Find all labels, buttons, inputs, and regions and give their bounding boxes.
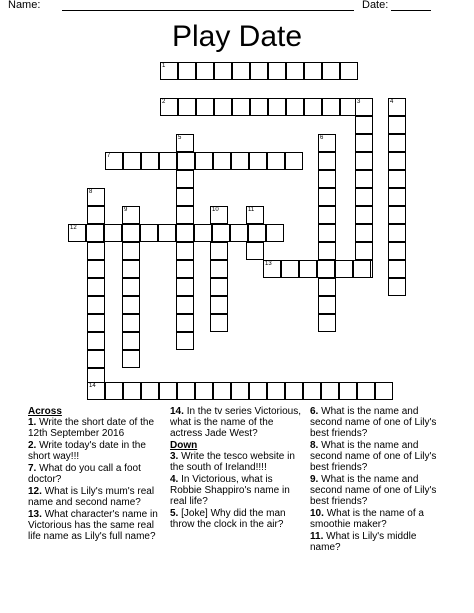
grid-cell[interactable] bbox=[355, 242, 373, 260]
grid-cell[interactable] bbox=[196, 98, 214, 116]
grid-cell[interactable] bbox=[318, 188, 336, 206]
clue-number: 13 bbox=[265, 261, 272, 267]
grid-cell[interactable] bbox=[210, 242, 228, 260]
grid-cell[interactable] bbox=[176, 224, 194, 242]
grid-cell[interactable] bbox=[141, 382, 159, 400]
grid-cell[interactable] bbox=[177, 152, 195, 170]
grid-cell[interactable] bbox=[210, 314, 228, 332]
grid-cell[interactable] bbox=[357, 382, 375, 400]
grid-cell[interactable] bbox=[355, 188, 373, 206]
grid-cell[interactable] bbox=[355, 206, 373, 224]
grid-cell[interactable] bbox=[213, 382, 231, 400]
grid-cell[interactable] bbox=[194, 224, 212, 242]
grid-cell[interactable] bbox=[87, 188, 105, 206]
clue-number: 1 bbox=[162, 63, 166, 69]
grid-cell[interactable] bbox=[355, 134, 373, 152]
grid-cell[interactable] bbox=[231, 152, 249, 170]
grid-cell[interactable] bbox=[123, 382, 141, 400]
grid-cell[interactable] bbox=[268, 98, 286, 116]
grid-cell[interactable] bbox=[212, 224, 230, 242]
clue-number: 4 bbox=[390, 99, 394, 105]
grid-cell[interactable] bbox=[87, 382, 105, 400]
grid-cell[interactable] bbox=[388, 260, 406, 278]
clue-number: 11 bbox=[248, 207, 255, 213]
grid-cell[interactable] bbox=[318, 296, 336, 314]
clue-number: 6 bbox=[320, 135, 324, 141]
clue-number: 2 bbox=[162, 99, 166, 105]
grid-cell[interactable] bbox=[388, 206, 406, 224]
grid-cell[interactable] bbox=[318, 314, 336, 332]
clue-across-1: 1. Write the short date of the 12th September 2016 bbox=[28, 417, 155, 439]
clue-down-3: 3. Write the tesco website in the south of Ireland!!!! bbox=[170, 451, 295, 473]
grid-cell[interactable] bbox=[160, 62, 178, 80]
grid-cell[interactable] bbox=[285, 382, 303, 400]
grid-cell[interactable] bbox=[87, 278, 105, 296]
grid-cell[interactable] bbox=[176, 260, 194, 278]
clues-column-1 bbox=[28, 406, 164, 543]
clue-down-8: 8. What is the name and second name of one of Lily's best friends? bbox=[310, 440, 437, 473]
clue-number: 14 bbox=[89, 383, 96, 389]
grid-cell[interactable] bbox=[176, 206, 194, 224]
grid-cell[interactable] bbox=[268, 62, 286, 80]
grid-cell[interactable] bbox=[388, 170, 406, 188]
grid-cell[interactable] bbox=[318, 278, 336, 296]
grid-cell[interactable] bbox=[122, 296, 140, 314]
clue-across-7: 7. What do you call a foot doctor? bbox=[28, 463, 141, 485]
grid-cell[interactable] bbox=[266, 224, 284, 242]
grid-cell[interactable] bbox=[122, 332, 140, 350]
grid-cell[interactable] bbox=[195, 382, 213, 400]
down-heading: Down bbox=[170, 440, 198, 451]
grid-cell[interactable] bbox=[375, 382, 393, 400]
grid-cell[interactable] bbox=[176, 278, 194, 296]
grid-cell[interactable] bbox=[267, 382, 285, 400]
grid-cell[interactable] bbox=[214, 62, 232, 80]
clue-number: 3 bbox=[357, 99, 361, 105]
grid-cell[interactable] bbox=[388, 98, 406, 116]
grid-cell[interactable] bbox=[263, 260, 281, 278]
grid-cell[interactable] bbox=[176, 134, 194, 152]
grid-cell[interactable] bbox=[214, 98, 232, 116]
clue-down-6: 6. What is the name and second name of one of Lily's best friends? bbox=[310, 406, 437, 439]
grid-cell[interactable] bbox=[123, 152, 141, 170]
grid-cell[interactable] bbox=[122, 242, 140, 260]
clue-number: 8 bbox=[89, 189, 93, 195]
grid-cell[interactable] bbox=[158, 224, 176, 242]
clue-number: 9 bbox=[124, 207, 128, 213]
grid-cell[interactable] bbox=[249, 382, 267, 400]
grid-cell[interactable] bbox=[104, 224, 122, 242]
grid-cell[interactable] bbox=[246, 206, 264, 224]
grid-cell[interactable] bbox=[159, 382, 177, 400]
grid-cell[interactable] bbox=[322, 62, 340, 80]
grid-cell[interactable] bbox=[122, 314, 140, 332]
grid-cell[interactable] bbox=[250, 98, 268, 116]
clue-across-13: 13. What character's name in Victorious has the same real life name as Lily's full name? bbox=[28, 509, 158, 542]
grid-cell[interactable] bbox=[68, 224, 86, 242]
clue-down-10: 10. What is the name of a smoothie maker? bbox=[310, 508, 424, 530]
grid-cell[interactable] bbox=[122, 278, 140, 296]
clue-down-4: 4. In Victorious, what is Robbie Shappiro's name in real life? bbox=[170, 474, 290, 507]
grid-cell[interactable] bbox=[231, 382, 249, 400]
grid-cell[interactable] bbox=[196, 62, 214, 80]
clue-down-5: 5. [Joke] Why did the man throw the clock in the air? bbox=[170, 508, 286, 530]
grid-cell[interactable] bbox=[87, 350, 105, 368]
grid-cell[interactable] bbox=[86, 224, 104, 242]
clue-down-11: 11. What is Lily's middle name? bbox=[310, 531, 417, 553]
grid-cell[interactable] bbox=[105, 382, 123, 400]
across-heading: Across bbox=[28, 406, 62, 417]
grid-cell[interactable] bbox=[210, 296, 228, 314]
grid-cell[interactable] bbox=[355, 224, 373, 242]
grid-cell[interactable] bbox=[210, 260, 228, 278]
clue-number: 10 bbox=[212, 207, 219, 213]
grid-cell[interactable] bbox=[318, 152, 336, 170]
grid-cell[interactable] bbox=[141, 152, 159, 170]
grid-cell[interactable] bbox=[286, 62, 304, 80]
grid-cell[interactable] bbox=[322, 98, 340, 116]
grid-cell[interactable] bbox=[232, 98, 250, 116]
grid-cell[interactable] bbox=[195, 152, 213, 170]
date-label: Date: bbox=[362, 0, 389, 11]
grid-cell[interactable] bbox=[177, 382, 195, 400]
grid-cell[interactable] bbox=[355, 152, 373, 170]
clues-area bbox=[28, 406, 446, 606]
grid-cell[interactable] bbox=[122, 224, 140, 242]
grid-cell[interactable] bbox=[246, 242, 264, 260]
grid-cell[interactable] bbox=[87, 296, 105, 314]
grid-cell[interactable] bbox=[176, 188, 194, 206]
clue-across-2: 2. Write today's date in the short way!!! bbox=[28, 440, 146, 462]
name-label: Name: bbox=[8, 0, 41, 11]
grid-cell[interactable] bbox=[321, 382, 339, 400]
grid-cell[interactable] bbox=[122, 260, 140, 278]
grid-cell[interactable] bbox=[213, 152, 231, 170]
grid-cell[interactable] bbox=[250, 62, 268, 80]
grid-cell[interactable] bbox=[248, 224, 266, 242]
grid-cell[interactable] bbox=[303, 382, 321, 400]
clues-column-3 bbox=[310, 406, 446, 554]
grid-cell[interactable] bbox=[340, 62, 358, 80]
grid-cell[interactable] bbox=[87, 314, 105, 332]
grid-cell[interactable] bbox=[335, 260, 353, 278]
puzzle-title: Play Date bbox=[171, 20, 303, 53]
grid-cell[interactable] bbox=[285, 152, 303, 170]
grid-cell[interactable] bbox=[87, 332, 105, 350]
grid-cell[interactable] bbox=[178, 98, 196, 116]
grid-cell[interactable] bbox=[318, 134, 336, 152]
grid-cell[interactable] bbox=[176, 170, 194, 188]
grid-cell[interactable] bbox=[318, 170, 336, 188]
grid-cell[interactable] bbox=[299, 260, 317, 278]
grid-cell[interactable] bbox=[318, 224, 336, 242]
grid-cell[interactable] bbox=[160, 98, 178, 116]
grid-cell[interactable] bbox=[317, 260, 335, 278]
clue-across-12: 12. What is Lily's mum's real name and second name? bbox=[28, 486, 155, 508]
grid-cell[interactable] bbox=[353, 260, 371, 278]
grid-cell[interactable] bbox=[388, 224, 406, 242]
grid-cell[interactable] bbox=[232, 62, 250, 80]
grid-cell[interactable] bbox=[176, 314, 194, 332]
grid-cell[interactable] bbox=[281, 260, 299, 278]
clue-across-14: 14. In the tv series Victorious, what is the name of the actress Jade West? bbox=[170, 406, 301, 439]
grid-cell[interactable] bbox=[176, 296, 194, 314]
clue-down-9: 9. What is the name and second name of one of Lily's best friends? bbox=[310, 474, 437, 507]
grid-cell[interactable] bbox=[388, 278, 406, 296]
grid-cell[interactable] bbox=[355, 116, 373, 134]
grid-cell[interactable] bbox=[286, 98, 304, 116]
grid-cell[interactable] bbox=[388, 188, 406, 206]
grid-cell[interactable] bbox=[388, 242, 406, 260]
grid-cell[interactable] bbox=[388, 134, 406, 152]
grid-cell[interactable] bbox=[355, 170, 373, 188]
grid-cell[interactable] bbox=[304, 98, 322, 116]
grid-cell[interactable] bbox=[210, 206, 228, 224]
clue-number: 5 bbox=[178, 135, 182, 141]
grid-cell[interactable] bbox=[176, 332, 194, 350]
grid-cell[interactable] bbox=[159, 152, 177, 170]
grid-cell[interactable] bbox=[87, 260, 105, 278]
grid-cell[interactable] bbox=[122, 206, 140, 224]
clue-number: 12 bbox=[70, 225, 77, 231]
grid-cell[interactable] bbox=[267, 152, 285, 170]
grid-cell[interactable] bbox=[178, 62, 196, 80]
clue-number: 7 bbox=[107, 153, 111, 159]
grid-cell[interactable] bbox=[87, 242, 105, 260]
grid-cell[interactable] bbox=[388, 152, 406, 170]
grid-cell[interactable] bbox=[230, 224, 248, 242]
grid-cell[interactable] bbox=[210, 278, 228, 296]
grid-cell[interactable] bbox=[318, 242, 336, 260]
grid-cell[interactable] bbox=[355, 98, 373, 116]
grid-cell[interactable] bbox=[318, 206, 336, 224]
grid-cell[interactable] bbox=[249, 152, 267, 170]
grid-cell[interactable] bbox=[140, 224, 158, 242]
grid-cell[interactable] bbox=[176, 242, 194, 260]
grid-cell[interactable] bbox=[304, 62, 322, 80]
grid-cell[interactable] bbox=[87, 206, 105, 224]
clues-column-2 bbox=[170, 406, 306, 531]
grid-cell[interactable] bbox=[105, 152, 123, 170]
grid-cell[interactable] bbox=[339, 382, 357, 400]
grid-cell[interactable] bbox=[388, 116, 406, 134]
grid-cell[interactable] bbox=[122, 350, 140, 368]
